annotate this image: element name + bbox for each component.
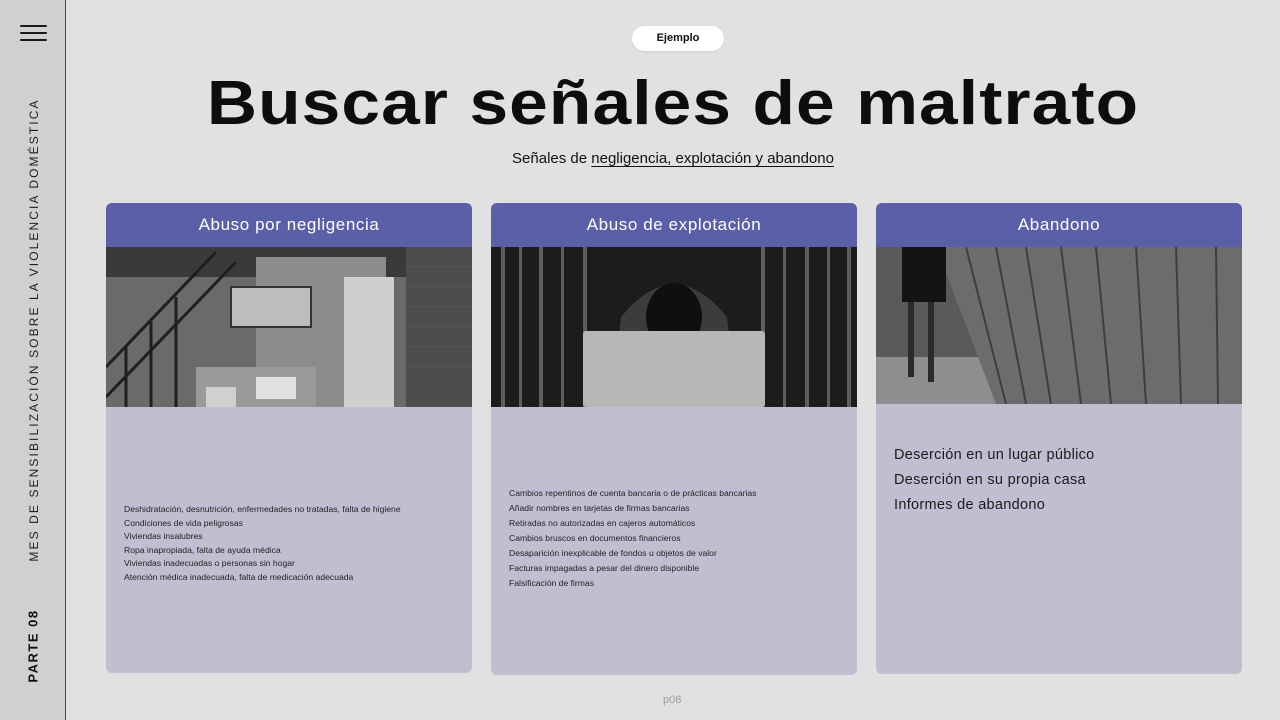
list-item: Informes de abandono [894,497,1046,513]
person-walking-corridor-photo [876,247,1242,404]
hooded-hacker-laptop-photo [491,247,857,407]
sidebar-vertical-title: MES DE SENSIBILIZACIÓN SOBRE LA VIOLENCIA DOMÉSTICA [27,98,41,562]
part-label: PARTE 08 [25,609,41,683]
list-item: Viviendas inadecuadas o personas sin hogar [124,558,295,569]
card-exploitation [491,203,857,675]
list-item: Deshidratación, desnutrición, enfermedades no tratadas, falta de higiene [124,504,401,514]
list-item: Cambios repentinos de cuenta bancaria o de prácticas bancarias [509,488,757,498]
list-item: Ropa inapropiada, falta de ayuda médica [124,544,281,555]
subtitle-prefix: Señales de [512,150,592,167]
card-abandonment [876,203,1242,674]
list-item: Añadir nombres en tarjetas de firmas bancarias [509,503,690,513]
neglect-signs-list [124,503,454,585]
card-neglect [106,203,472,673]
abandoned-building-photo [106,247,472,407]
list-item: Falsificación de firmas [509,578,595,588]
list-item: Deserción en un lugar público [894,447,1095,463]
subtitle-link[interactable]: negligencia, explotación y abandono [591,150,834,167]
list-item: Facturas impagadas a pesar del dinero disponible [509,563,700,573]
list-item: Deserción en su propia casa [894,472,1086,488]
abandonment-signs-list [894,443,1224,518]
page-subtitle [66,150,1280,167]
list-item: Desaparición inexplicable de fondos u objetos de valor [509,548,717,558]
hamburger-menu-icon[interactable] [20,25,47,43]
card-title: Abuso por negligencia [106,203,472,247]
exploitation-signs-list [509,486,839,591]
card-title: Abandono [876,203,1242,247]
list-item: Viviendas insalubres [124,531,203,542]
list-item: Atención médica inadecuada, falta de medicación adecuada [124,571,354,582]
page-number: p08 [663,694,682,706]
example-badge: Ejemplo [632,26,724,51]
list-item: Condiciones de vida peligrosas [124,517,243,528]
page-title: Buscar señales de maltrato [206,69,1140,138]
card-title: Abuso de explotación [491,203,857,247]
list-item: Retiradas no autorizadas en cajeros automáticos [509,518,696,528]
list-item: Cambios bruscos en documentos financieros [509,533,681,543]
